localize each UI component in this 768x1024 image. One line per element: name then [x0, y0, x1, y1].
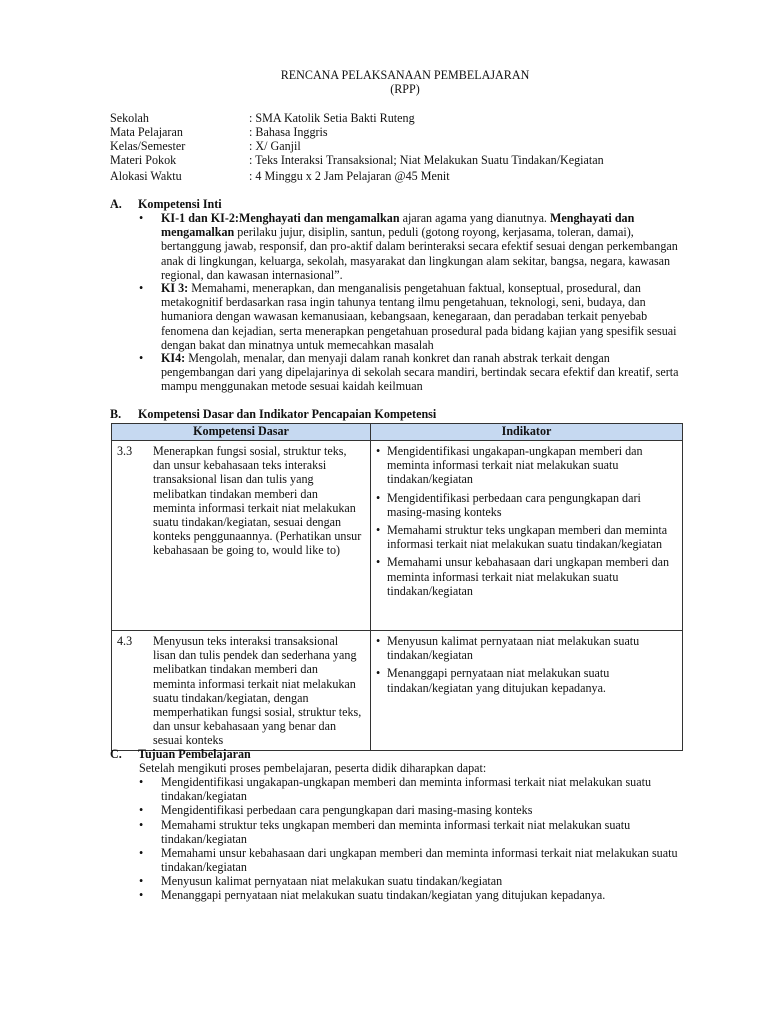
- bullet-icon: •: [376, 634, 381, 648]
- indicator-list: [371, 444, 682, 598]
- ki-4-text-part: Mengolah, menalar, dan menyaji dalam ranah konkret dan ranah abstrak terkait dengan pengembangan dari yang dipelajarinya di sekolah secara mandiri, bertindak secara efektif dan kreatif, serta mampu menggunakan metode sesuai kaidah keilmuan: [161, 351, 679, 394]
- identity-value: : 4 Minggu x 2 Jam Pelajaran @45 Menit: [249, 169, 450, 183]
- indicator-list: [371, 634, 682, 695]
- list-item: [376, 523, 676, 551]
- ki-1-2-text-part: ajaran agama yang dianutnya.: [399, 211, 550, 225]
- section-title: Kompetensi Dasar dan Indikator Pencapaian Kompetensi: [138, 407, 437, 421]
- identity-label: Kelas/Semester: [110, 139, 186, 153]
- kd-text: Menyusun teks interaksi transaksional lisan dan tulis pendek dan sederhana yang melibatkan tindakan memberi dan meminta informasi terkait niat melakukan suatu tindakan/kegiatan, dengan memperhatikan fungsi sosial, struktur teks, dan unsur kebahasaan yang benar dan sesuai konteks: [153, 634, 362, 748]
- list-item: [376, 444, 676, 487]
- list-item: [139, 803, 685, 817]
- bullet-icon: •: [139, 281, 144, 295]
- ki-1-2-text-part: perilaku jujur, disiplin, santun, peduli (gotong royong, kerjasama, toleran, damai), bertanggung jawab, responsif, dan pro-aktif dalam berinteraksi secara efektif sesuai dengan perkembangan anak di lingkungan, keluarga, sekolah, masyarakat dan lingkungan alam sekitar, bangsa, negara, kawasan regional, dan kawasan internasional”.: [161, 225, 678, 282]
- kd-number: 3.3: [117, 444, 133, 458]
- bullet-icon: •: [139, 351, 144, 365]
- column-header-kompetensi-dasar: Kompetensi Dasar: [112, 424, 371, 441]
- list-item: [376, 555, 676, 598]
- list-item: [376, 491, 676, 519]
- bullet-icon: •: [376, 666, 381, 681]
- bullet-icon: •: [139, 846, 144, 860]
- bullet-icon: •: [139, 874, 144, 888]
- ki-3-bold-lead: KI 3:: [161, 281, 189, 295]
- table-row: [112, 631, 683, 751]
- indicator-text: Menyusun kalimat pernyataan niat melakukan suatu tindakan/kegiatan: [387, 634, 640, 663]
- document-title: [0, 68, 768, 96]
- section-letter: B.: [110, 407, 122, 421]
- ki-3-text-part: Memahami, menerapkan, dan menganalisis pengetahuan faktual, konseptual, prosedural, dan metakognitif berdasarkan rasa ingin tahunya tentang ilmu pengetahuan, teknologi, seni, budaya, dan humaniora dengan wawasan kemanusiaan, kebangsaan, kenegaraan, dan peradaban terkait penyebab fenomena dan kejadian, serta menerapkan pengetahuan prosedural pada bidang kajian yang spesifik sesuai dengan bakat dan minatnya untuk memecahkan masalah: [161, 281, 677, 352]
- indicator-cell: [371, 441, 683, 631]
- ki-3-item: [139, 281, 685, 352]
- objective-text: Mengidentifikasi ungakapan-ungkapan memberi dan meminta informasi terkait niat melakukan suatu tindakan/kegiatan: [161, 775, 651, 804]
- ki-4-bold-lead: KI4:: [161, 351, 186, 365]
- bullet-icon: •: [376, 523, 381, 538]
- indicator-text: Menanggapi pernyataan niat melakukan suatu tindakan/kegiatan yang ditujukan kepadanya.: [387, 666, 610, 695]
- bullet-icon: •: [376, 555, 381, 570]
- bullet-icon: •: [376, 490, 381, 505]
- section-title: Tujuan Pembelajaran: [138, 747, 251, 761]
- identity-value: : X/ Ganjil: [249, 139, 301, 153]
- bullet-icon: •: [139, 803, 144, 817]
- ki-1-2-text: [161, 211, 685, 282]
- list-item: [139, 888, 685, 902]
- objective-text: Mengidentifikasi perbedaan cara pengungkapan dari masing-masing konteks: [161, 803, 533, 817]
- bullet-icon: •: [376, 444, 381, 458]
- kd-text: Menerapkan fungsi sosial, struktur teks, dan unsur kebahasaan teks interaksi transaksional lisan dan tulis yang melibatkan tindakan memberi dan meminta informasi terkait niat melakukan suatu tindakan/kegiatan, sesuai dengan konteks penggunaannya. (Perhatikan unsur kebahasaan be going to, would like to): [153, 444, 362, 558]
- bullet-icon: •: [139, 211, 144, 225]
- identity-value: : Teks Interaksi Transaksional; Niat Melakukan Suatu Tindakan/Kegiatan: [249, 153, 604, 167]
- section-letter: A.: [110, 197, 122, 211]
- bullet-icon: •: [139, 775, 144, 789]
- kd-number: 4.3: [117, 634, 133, 648]
- identity-value: : Bahasa Inggris: [249, 125, 328, 139]
- list-item: [139, 874, 685, 888]
- section-c-heading: [110, 747, 251, 761]
- ki-1-2-bold-mid: Menghayati dan mengamalkan: [161, 211, 635, 240]
- column-header-indikator: Indikator: [371, 424, 683, 441]
- kd-cell: [112, 631, 371, 751]
- objective-text: Menyusun kalimat pernyataan niat melakukan suatu tindakan/kegiatan: [161, 874, 503, 888]
- ki-1-2-item: [139, 211, 685, 282]
- bullet-icon: •: [139, 818, 144, 832]
- identity-label: Mata Pelajaran: [110, 125, 183, 139]
- competency-table: [111, 423, 683, 751]
- title-line-2: (RPP): [390, 82, 420, 96]
- ki-4-item: [139, 351, 685, 394]
- ki-4-text: [161, 351, 685, 394]
- list-item: [376, 666, 676, 694]
- objective-text: Memahami unsur kebahasaan dari ungkapan memberi dan meminta informasi terkait niat melakukan suatu tindakan/kegiatan: [161, 846, 678, 875]
- indicator-text: Mengidentifikasi ungakapan-ungkapan memberi dan meminta informasi terkait niat melakukan suatu tindakan/kegiatan: [387, 444, 643, 487]
- identity-label: Materi Pokok: [110, 153, 177, 167]
- indicator-text: Memahami unsur kebahasaan dari ungkapan memberi dan meminta informasi terkait niat melakukan suatu tindakan/kegiatan: [387, 555, 670, 598]
- list-item: [376, 634, 676, 662]
- identity-label: Alokasi Waktu: [110, 169, 182, 183]
- title-line-1: RENCANA PELAKSANAAN PEMBELAJARAN: [280, 68, 530, 82]
- list-item: [139, 846, 685, 874]
- identity-value: : SMA Katolik Setia Bakti Ruteng: [249, 111, 415, 125]
- section-title: Kompetensi Inti: [138, 197, 222, 211]
- objective-text: Menanggapi pernyataan niat melakukan suatu tindakan/kegiatan yang ditujukan kepadanya.: [161, 888, 606, 902]
- table-header-row: [112, 424, 683, 441]
- section-letter: C.: [110, 747, 122, 761]
- ki-1-2-bold-lead: KI-1 dan KI-2:Menghayati dan mengamalkan: [161, 211, 400, 225]
- ki-3-text: [161, 281, 685, 352]
- list-item: [139, 818, 685, 846]
- kd-cell: [112, 441, 371, 631]
- section-a-heading: [110, 197, 222, 211]
- section-b-heading: [110, 407, 436, 421]
- indicator-text: Memahami struktur teks ungkapan memberi dan meminta informasi terkait niat melakukan suatu tindakan/kegiatan: [387, 523, 668, 552]
- indicator-cell: [371, 631, 683, 751]
- section-c-intro: Setelah mengikuti proses pembelajaran, peserta didik diharapkan dapat:: [139, 761, 487, 775]
- table-row: [112, 441, 683, 631]
- indicator-text: Mengidentifikasi perbedaan cara pengungkapan dari masing-masing konteks: [387, 490, 641, 519]
- list-item: [139, 775, 685, 803]
- objective-text: Memahami struktur teks ungkapan memberi dan meminta informasi terkait niat melakukan suatu tindakan/kegiatan: [161, 818, 631, 847]
- bullet-icon: •: [139, 888, 144, 902]
- identity-label: Sekolah: [110, 111, 149, 125]
